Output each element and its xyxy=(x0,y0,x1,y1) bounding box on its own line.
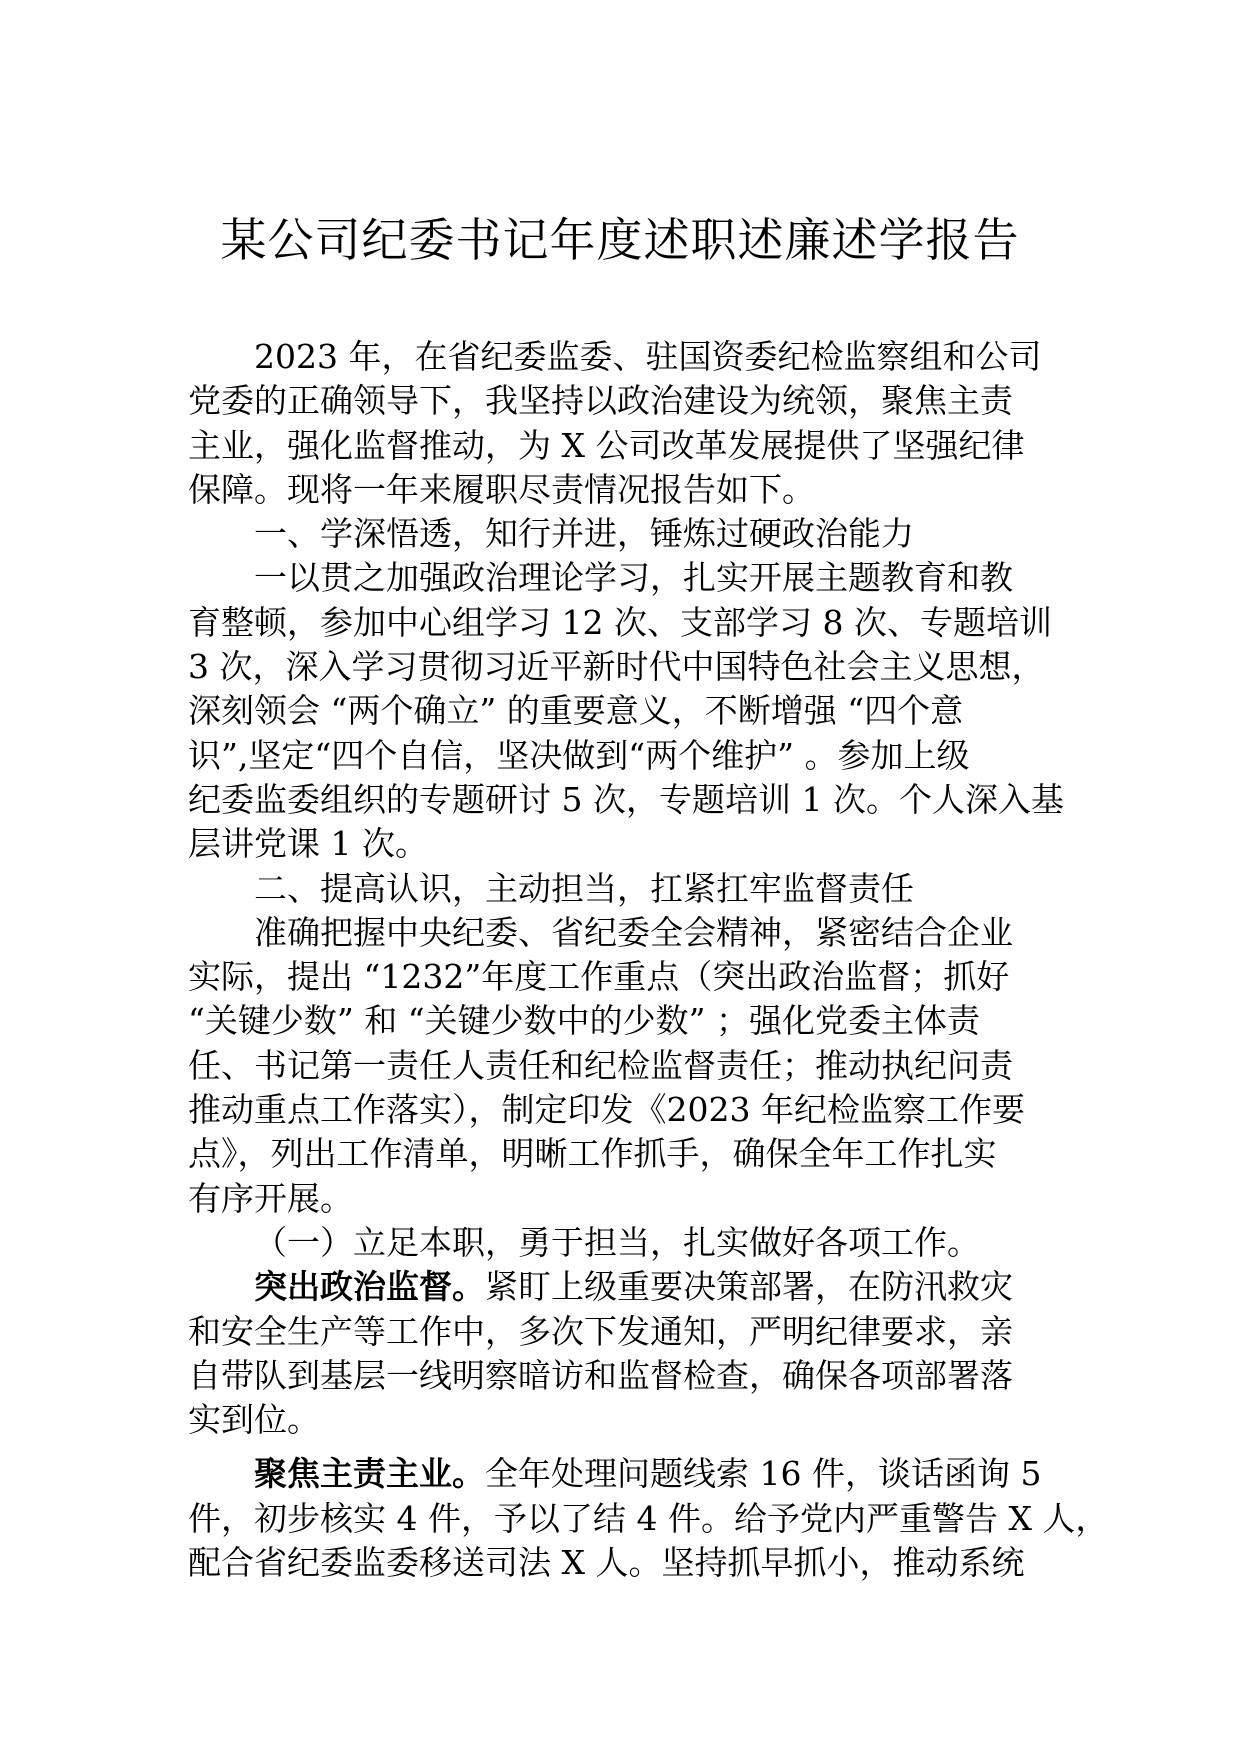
paragraph-line: 配合省纪委监委移送司法 X 人。坚持抓早抓小，推动系统 xyxy=(188,1543,1025,1583)
bold-lead: 聚焦主责主业。 xyxy=(254,1454,485,1494)
paragraph-line: 自带队到基层一线明察暗访和监督检查，确保各项部署落 xyxy=(188,1355,1013,1395)
paragraph-line: 任、书记第一责任人责任和纪检监督责任；推动执纪问责 xyxy=(188,1045,1013,1085)
paragraph-line: 保障。现将一年来履职尽责情况报告如下。 xyxy=(188,469,815,509)
paragraph-line: 实到位。 xyxy=(188,1400,320,1440)
paragraph-line: 推动重点工作落实），制定印发《2023 年纪检监察工作要 xyxy=(188,1090,1025,1130)
paragraph-line: 实际，提出 “1232”年度工作重点（突出政治监督；抓好 xyxy=(188,957,1010,997)
paragraph-line: 3 次，深入学习贯彻习近平新时代中国特色社会主义思想， xyxy=(188,647,1045,687)
paragraph-line: 和安全生产等工作中，多次下发通知，严明纪律要求，亲 xyxy=(188,1311,1013,1351)
paragraph-line xyxy=(188,1265,1058,1309)
paragraph-line: 有序开展。 xyxy=(188,1178,353,1218)
paragraph-line: 识”,坚定“四个自信，坚决做到“两个维护” 。参加上级 xyxy=(188,735,970,775)
paragraph-line: 主业，强化监督推动，为 X 公司改革发展提供了坚强纪律 xyxy=(188,425,1025,465)
paragraph-line: 2023 年，在省纪委监委、驻国资委纪检监察组和公司 xyxy=(254,337,1042,376)
bold-lead: 突出政治监督。 xyxy=(254,1267,485,1307)
paragraph-line: 纪委监委组织的专题研讨 5 次，专题培训 1 次。个人深入基 xyxy=(188,779,1064,819)
paragraph-line: “关键少数” 和 “关键少数中的少数” ；强化党委主体责 xyxy=(188,1001,980,1041)
paragraph-line: 一以贯之加强政治理论学习，扎实开展主题教育和教 xyxy=(254,558,1013,598)
paragraph-line: 准确把握中央纪委、省纪委全会精神，紧密结合企业 xyxy=(254,912,1013,952)
document-body xyxy=(188,335,1109,1585)
paragraph-line: 育整顿，参加中心组学习 12 次、支部学习 8 次、专题培训 xyxy=(188,602,1052,642)
paragraph-line: 点》，列出工作清单，明晰工作抓手，确保全年工作扎实 xyxy=(188,1134,997,1174)
paragraph-line: 件，初步核实 4 件，予以了结 4 件。给予党内严重警告 X 人， xyxy=(188,1498,1109,1538)
section-heading: 二、提高认识，主动担当，扛紧扛牢监督责任 xyxy=(254,868,914,908)
document-title: 某公司纪委书记年度述职述廉述学报告 xyxy=(220,213,1020,267)
paragraph-text: 全年处理问题线索 16 件，谈话函询 5 xyxy=(485,1454,1042,1494)
section-heading: 一、学深悟透，知行并进，锤炼过硬政治能力 xyxy=(254,514,914,554)
paragraph-line xyxy=(188,1452,1058,1496)
subsection-heading: （一）立足本职，勇于担当，扎实做好各项工作。 xyxy=(254,1222,980,1262)
paragraph-line: 党委的正确领导下，我坚持以政治建设为统领，聚焦主责 xyxy=(188,381,1013,421)
paragraph-line: 层讲党课 1 次。 xyxy=(188,824,428,864)
paragraph-text: 紧盯上级重要决策部署，在防汛救灾 xyxy=(485,1267,1013,1307)
paragraph-line: 深刻领会 “两个确立” 的重要意义，不断增强 “四个意 xyxy=(188,691,964,731)
